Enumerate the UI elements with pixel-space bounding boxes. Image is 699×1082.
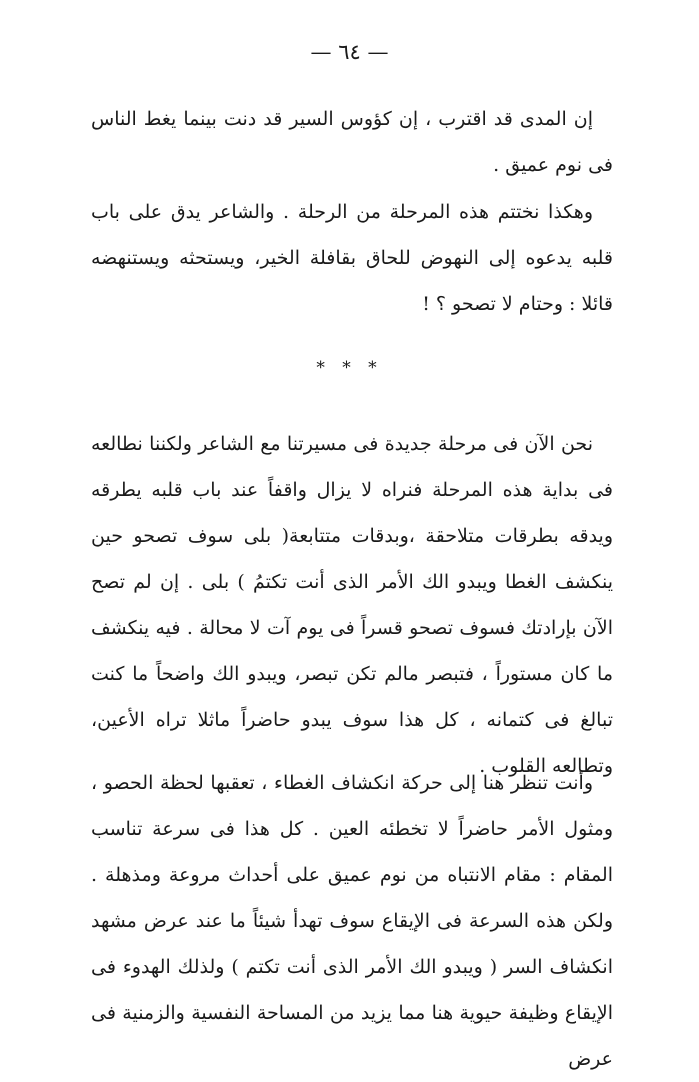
paragraph-4 <box>91 760 613 1082</box>
page-number: — ٦٤ — <box>310 40 389 64</box>
paragraph-text: وأنت تنظر هنا إلى حركة انكشاف الغطاء ، تعقبها لحظة الحصو ، ومثول الأمر حاضراً لا تخطئه العين . كل هذا فى سرعة تناسب المقام : مقام الانتباه من نوم عميق على أحداث مروعة ومذهلة . ولكن هذه السرعة فى الإيقاع سوف تهدأ شيئاً ما عند عرض مشهد انكشاف السر ( ويبدو الك الأمر الذى أنت تكتم ) ولذلك الهدوء فى الإيقاع وظيفة حيوية هنا مما يزيد من المساحة النفسية والزمنية فى عرض <box>91 772 613 1070</box>
paragraph-text: إن المدى قد اقترب ، إن كؤوس السير قد دنت بينما يغط الناس فى نوم عميق . <box>91 108 613 176</box>
paragraph-text: وهكذا نختتم هذه المرحلة من الرحلة . والشاعر يدق على باب قلبه يدعوه إلى النهوض للحاق بقافلة الخير، ويستحثه ويستنهضه قائلا : وحتام لا تصحو ؟ ! <box>91 201 613 315</box>
paragraph-3 <box>91 421 613 789</box>
paragraph-text: نحن الآن فى مرحلة جديدة فى مسيرتنا مع الشاعر ولكننا نطالعه فى بداية هذه المرحلة فنراه لا يزال واقفاً عند باب قلبه يطرقه ويدقه بطرقات متلاحقة ،وبدقات متتابعة( بلى سوف تصحو حين ينكشف الغطا ويبدو الك الأمر الذى أنت تكتمُ ) بلى . إن لم تصح الآن بإرادتك فسوف تصحو قسراً فى يوم آت لا محالة . فيه ينكشف ما كان مستوراً ، فتبصر مالم تكن تبصر، ويبدو الك واضحاً ما كنت تبالغ فى كتمانه ، كل هذا سوف يبدو حاضراً ماثلا تراه الأعين، وتطالعه القلوب . <box>91 433 613 777</box>
paragraph-2 <box>91 189 613 327</box>
section-separator: * * * <box>316 358 383 378</box>
paragraph-1 <box>91 96 613 188</box>
